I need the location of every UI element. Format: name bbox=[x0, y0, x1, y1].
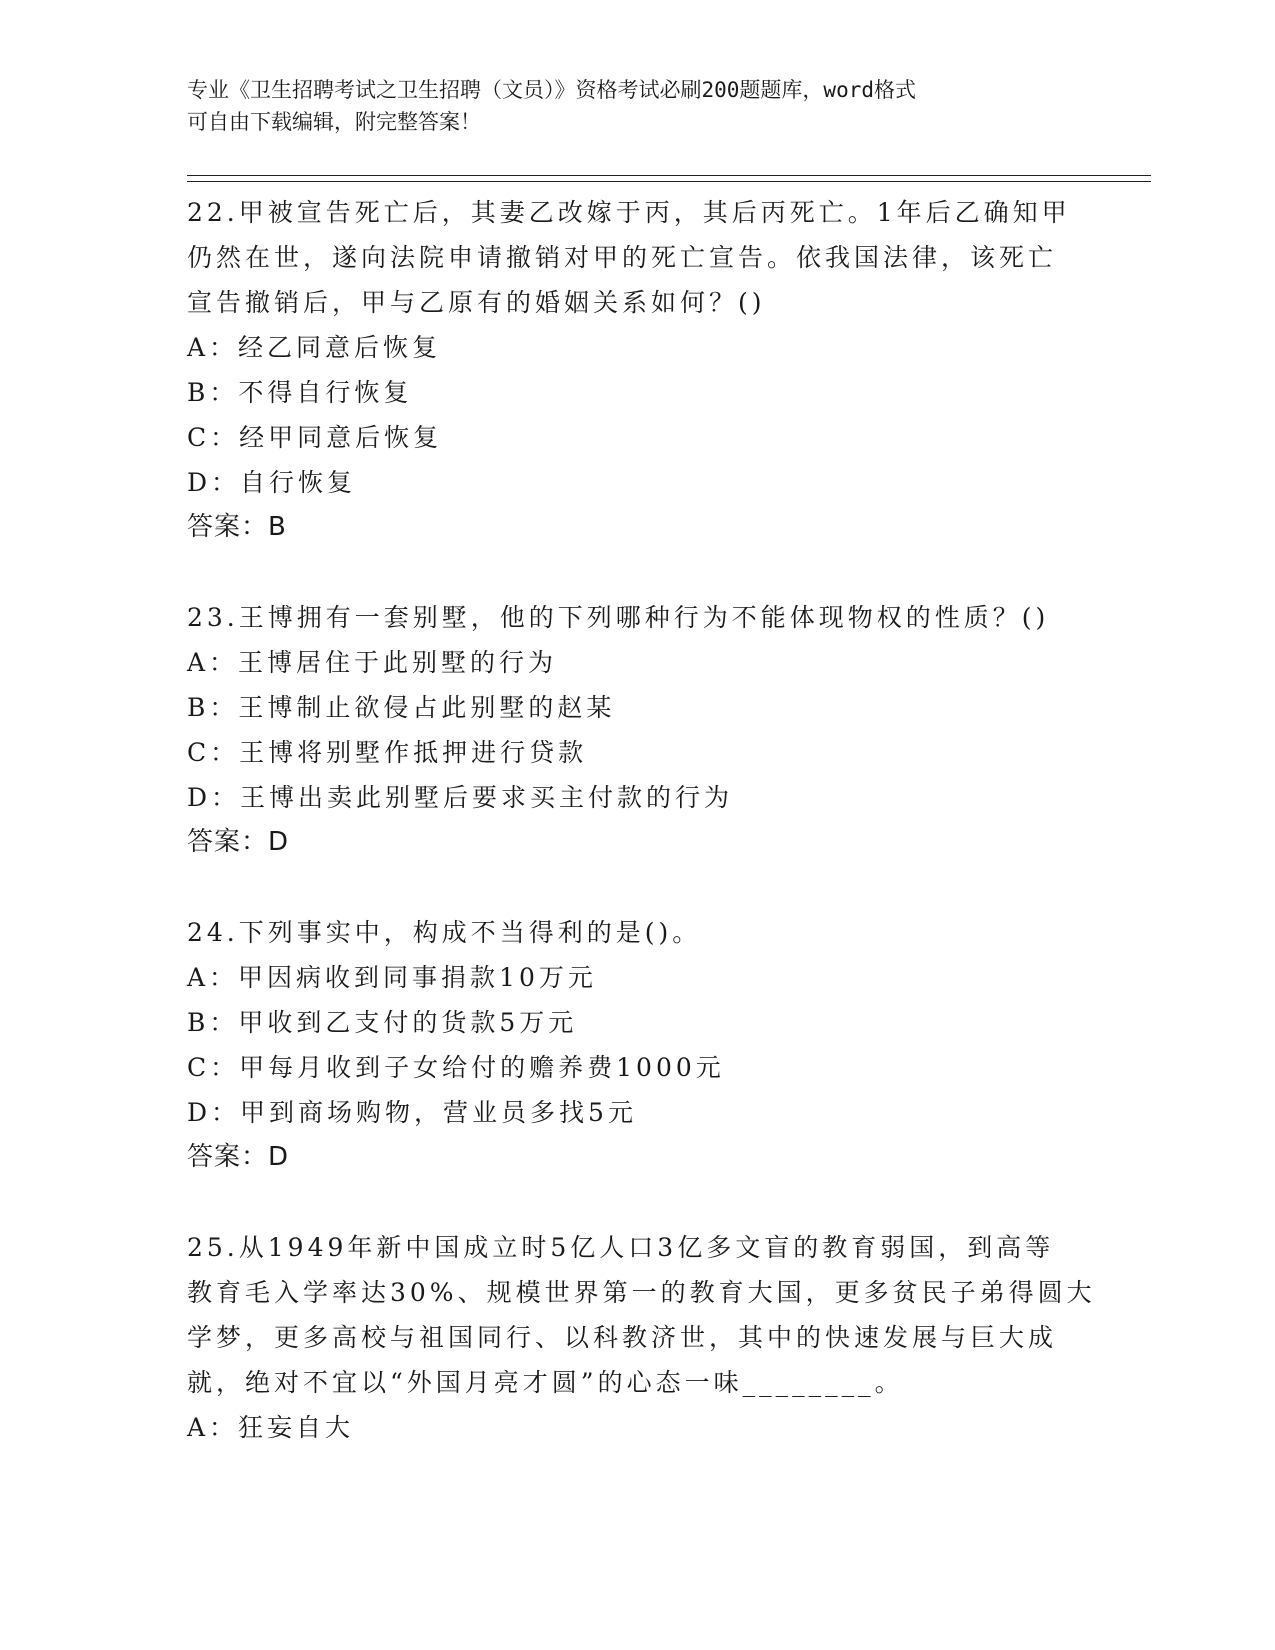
option-d: D：甲到商场购物，营业员多找5元 bbox=[187, 1098, 637, 1127]
question-stem-line: 仍然在世，遂向法院申请撤销对甲的死亡宣告。依我国法律，该死亡 bbox=[187, 243, 1058, 272]
option-b: B：王博制止欲侵占此别墅的赵某 bbox=[187, 693, 616, 722]
option-d: D：自行恢复 bbox=[187, 468, 357, 497]
option-a: A：经乙同意后恢复 bbox=[187, 333, 442, 362]
option-b: B：不得自行恢复 bbox=[187, 378, 413, 407]
option-b: B：甲收到乙支付的货款5万元 bbox=[187, 1008, 578, 1037]
question-23 bbox=[187, 595, 1087, 865]
question-stem-line: 宣告撤销后，甲与乙原有的婚姻关系如何？() bbox=[187, 288, 766, 317]
option-c: C：王博将别墅作抵押进行贷款 bbox=[187, 738, 588, 767]
question-stem-line: 22.甲被宣告死亡后，其妻乙改嫁于丙，其后丙死亡。1年后乙确知甲 bbox=[187, 198, 1071, 227]
answer-line: 答案：D bbox=[187, 1142, 290, 1172]
question-stem-line: 24.下列事实中，构成不当得利的是()。 bbox=[187, 918, 702, 947]
option-a: A：甲因病收到同事捐款10万元 bbox=[187, 963, 597, 992]
spacer bbox=[187, 550, 1087, 595]
question-stem-line: 25.从1949年新中国成立时5亿人口3亿多文盲的教育弱国，到高等 bbox=[187, 1233, 1055, 1262]
question-list bbox=[187, 190, 1096, 1450]
question-stem-line: 就，绝对不宜以“外国月亮才圆”的心态一味________。 bbox=[187, 1368, 904, 1397]
option-c: C：甲每月收到子女给付的赡养费1000元 bbox=[187, 1053, 725, 1082]
answer-line: 答案：B bbox=[187, 512, 287, 542]
option-a: A：狂妄自大 bbox=[187, 1413, 355, 1442]
option-c: C：经甲同意后恢复 bbox=[187, 423, 443, 452]
question-stem-line: 教育毛入学率达30%、规模世界第一的教育大国，更多贫民子弟得圆大 bbox=[187, 1278, 1096, 1307]
option-d: D：王博出卖此别墅后要求买主付款的行为 bbox=[187, 783, 734, 812]
question-24 bbox=[187, 910, 1087, 1180]
question-stem-line: 23.王博拥有一套别墅，他的下列哪种行为不能体现物权的性质？() bbox=[187, 603, 1050, 632]
header-line-2: 可自由下载编辑，附完整答案！ bbox=[187, 110, 481, 134]
spacer bbox=[187, 865, 1087, 910]
option-a: A：王博居住于此别墅的行为 bbox=[187, 648, 558, 677]
document-header bbox=[187, 74, 1087, 138]
header-divider-top bbox=[187, 175, 1151, 176]
header-divider-bottom bbox=[187, 181, 1151, 182]
spacer bbox=[187, 1180, 1087, 1225]
question-stem-line: 学梦，更多高校与祖国同行、以科教济世，其中的快速发展与巨大成 bbox=[187, 1323, 1058, 1352]
header-line-1: 专业《卫生招聘考试之卫生招聘（文员）》资格考试必刷200题题库，word格式 bbox=[187, 78, 916, 102]
question-25 bbox=[187, 1225, 1096, 1450]
question-22 bbox=[187, 190, 1087, 550]
answer-line: 答案：D bbox=[187, 827, 290, 857]
